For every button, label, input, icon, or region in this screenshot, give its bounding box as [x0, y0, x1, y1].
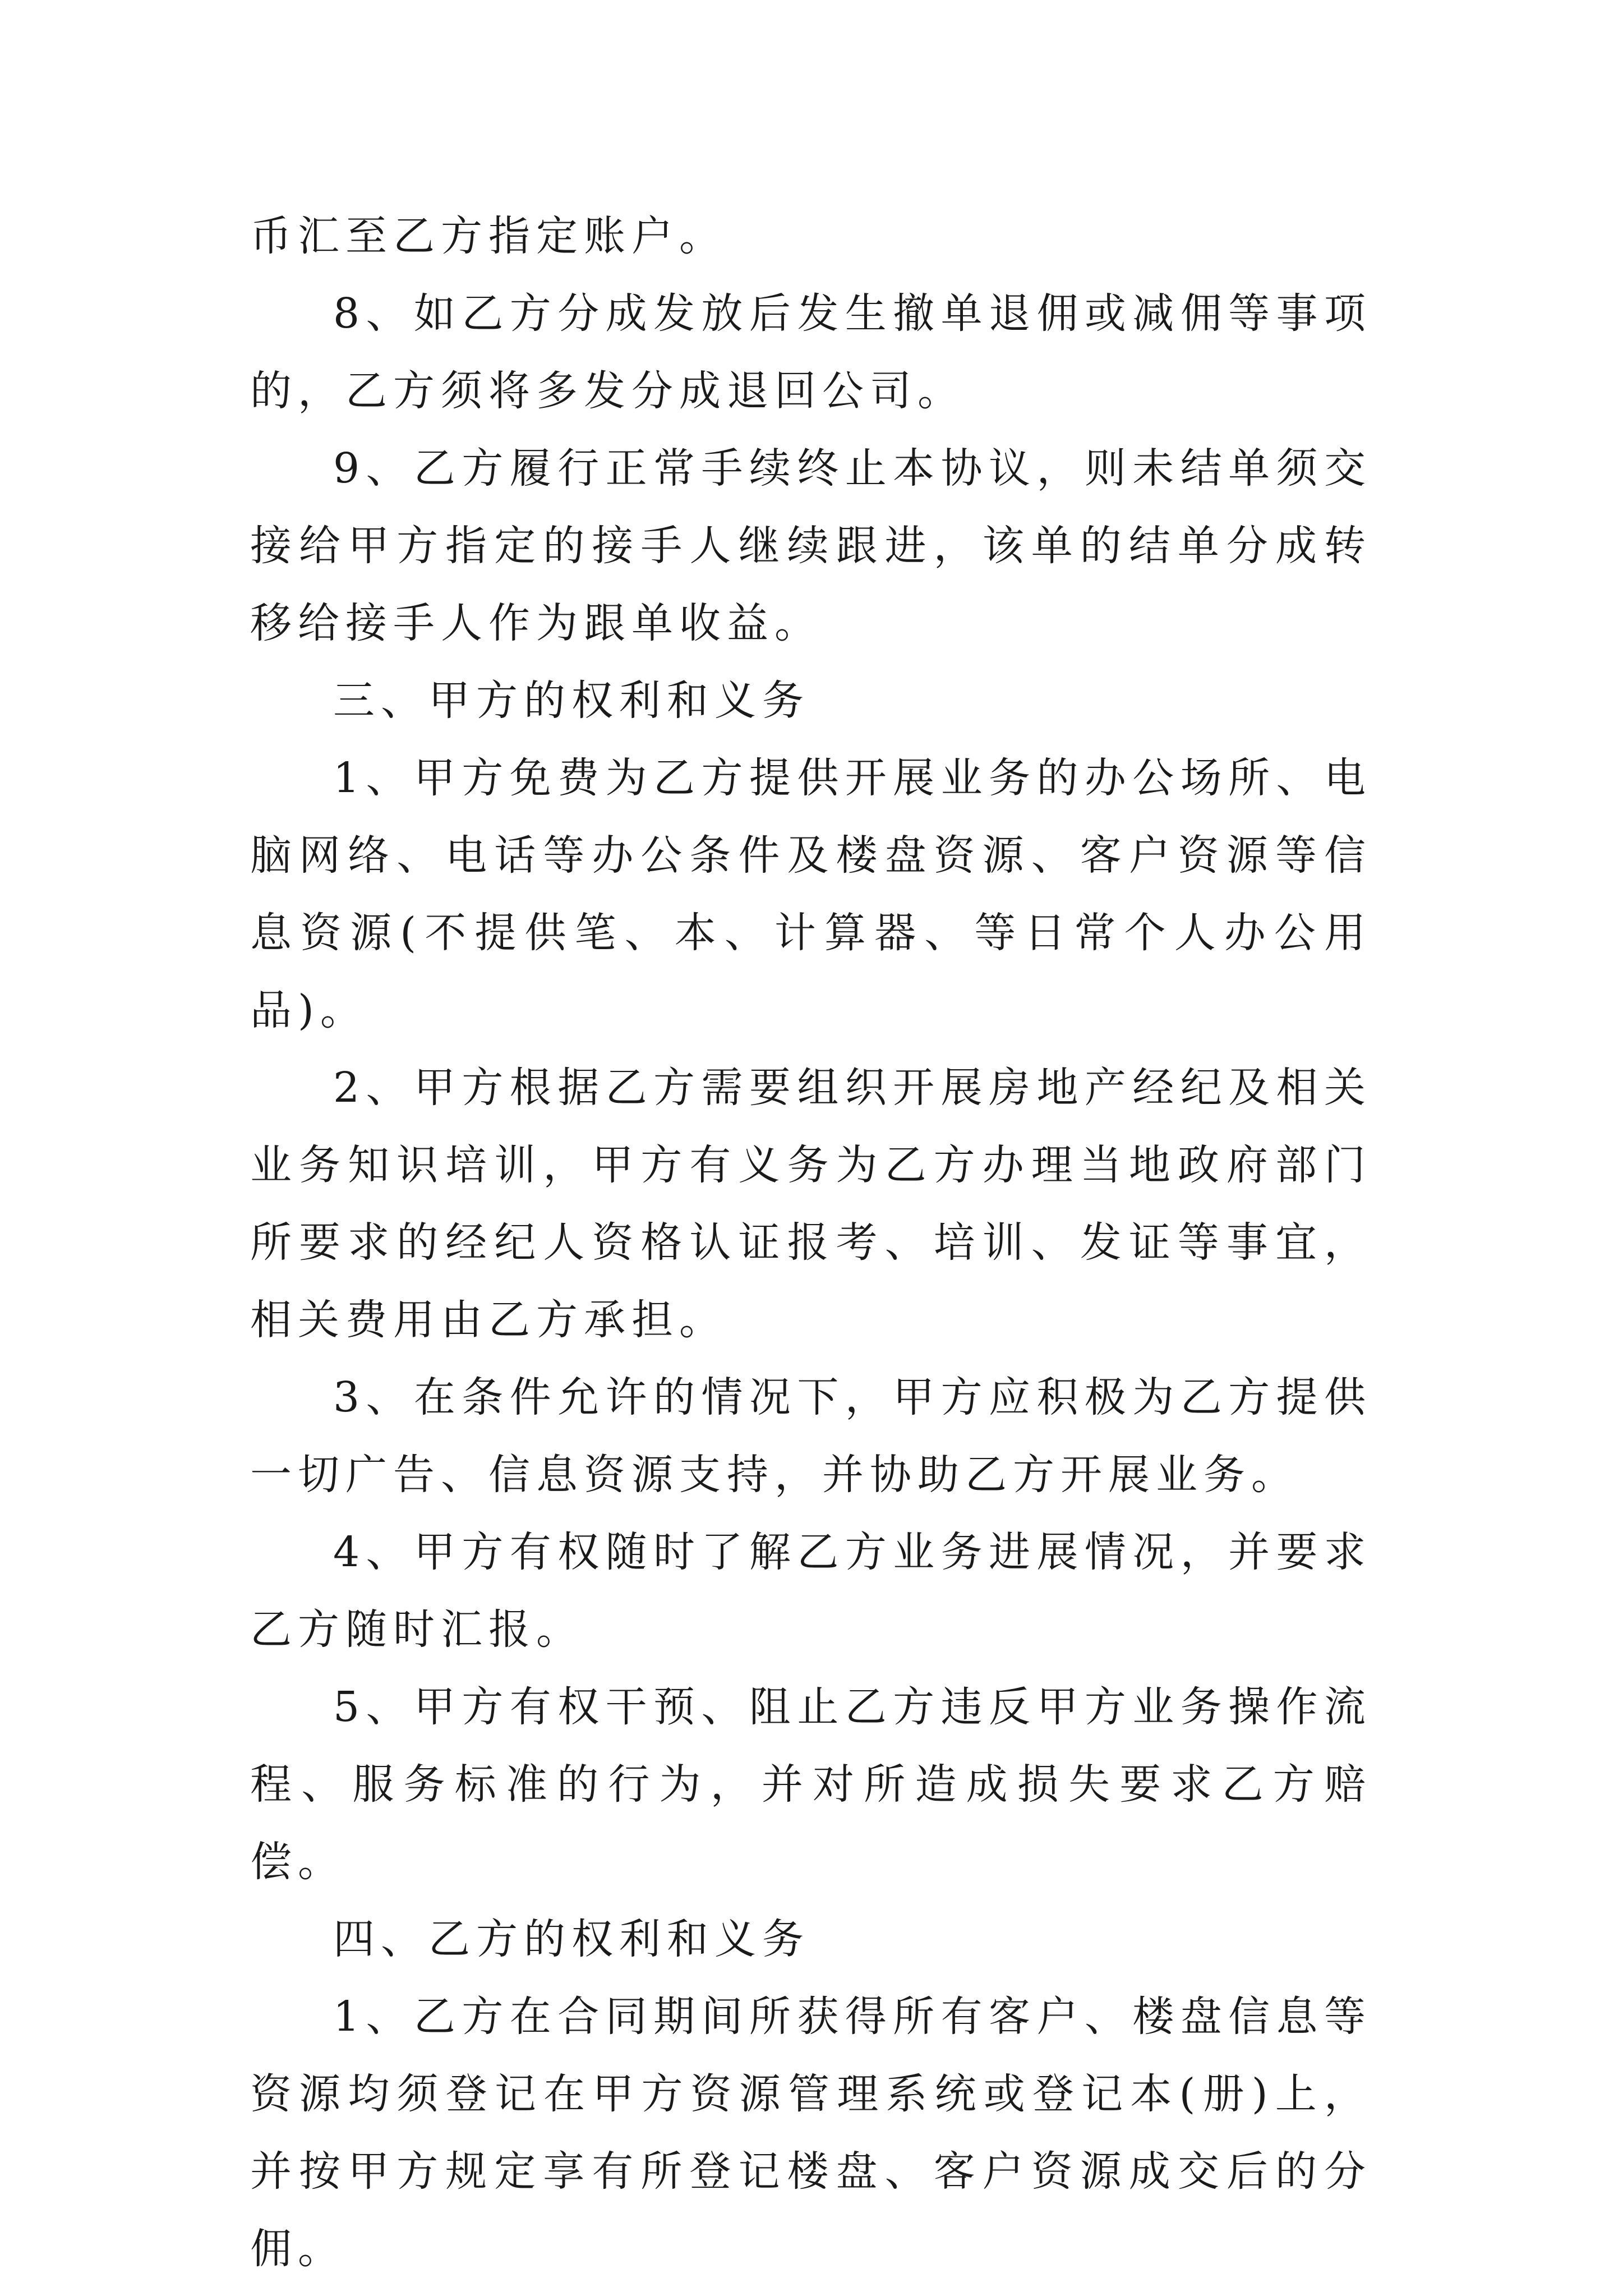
paragraph-party-a-clause-3: 3、在条件允许的情况下，甲方应积极为乙方提供一切广告、信息资源支持，并协助乙方开展业务。 [250, 1373, 1372, 1499]
paragraph-party-b-clause-1: 1、乙方在合同期间所获得所有客户、楼盘信息等资源均须登记在甲方资源管理系统或登记本(册)上，并按甲方规定享有所登记楼盘、客户资源成交后的分佣。 [250, 1993, 1372, 2273]
paragraph-party-a-clause-4: 4、甲方有权随时了解乙方业务进展情况，并要求乙方随时汇报。 [250, 1528, 1372, 1654]
paragraph-party-a-clause-5: 5、甲方有权干预、阻止乙方违反甲方业务操作流程、服务标准的行为，并对所造成损失要求乙方赔偿。 [250, 1683, 1372, 1886]
section-heading-party-b-rights: 四、乙方的权利和义务 [333, 1915, 810, 1963]
paragraph-payment-continuation: 币汇至乙方指定账户。 [250, 212, 727, 260]
paragraph-party-a-clause-2: 2、甲方根据乙方需要组织开展房地产经纪及相关业务知识培训，甲方有义务为乙方办理当地政府部门所要求的经纪人资格认证报考、培训、发证等事宜，相关费用由乙方承担。 [250, 1064, 1372, 1344]
section-heading-party-a-rights: 三、甲方的权利和义务 [333, 677, 810, 725]
paragraph-clause-9: 9、乙方履行正常手续终止本协议，则未结单须交接给甲方指定的接手人继续跟进，该单的结单分成转移给接手人作为跟单收益。 [250, 444, 1372, 647]
paragraph-party-a-clause-1: 1、甲方免费为乙方提供开展业务的办公场所、电脑网络、电话等办公条件及楼盘资源、客户资源等信息资源(不提供笔、本、计算器、等日常个人办公用品)。 [250, 754, 1372, 1034]
paragraph-clause-8: 8、如乙方分成发放后发生撤单退佣或减佣等事项的，乙方须将多发分成退回公司。 [250, 289, 1372, 415]
document-body [250, 197, 1372, 2288]
